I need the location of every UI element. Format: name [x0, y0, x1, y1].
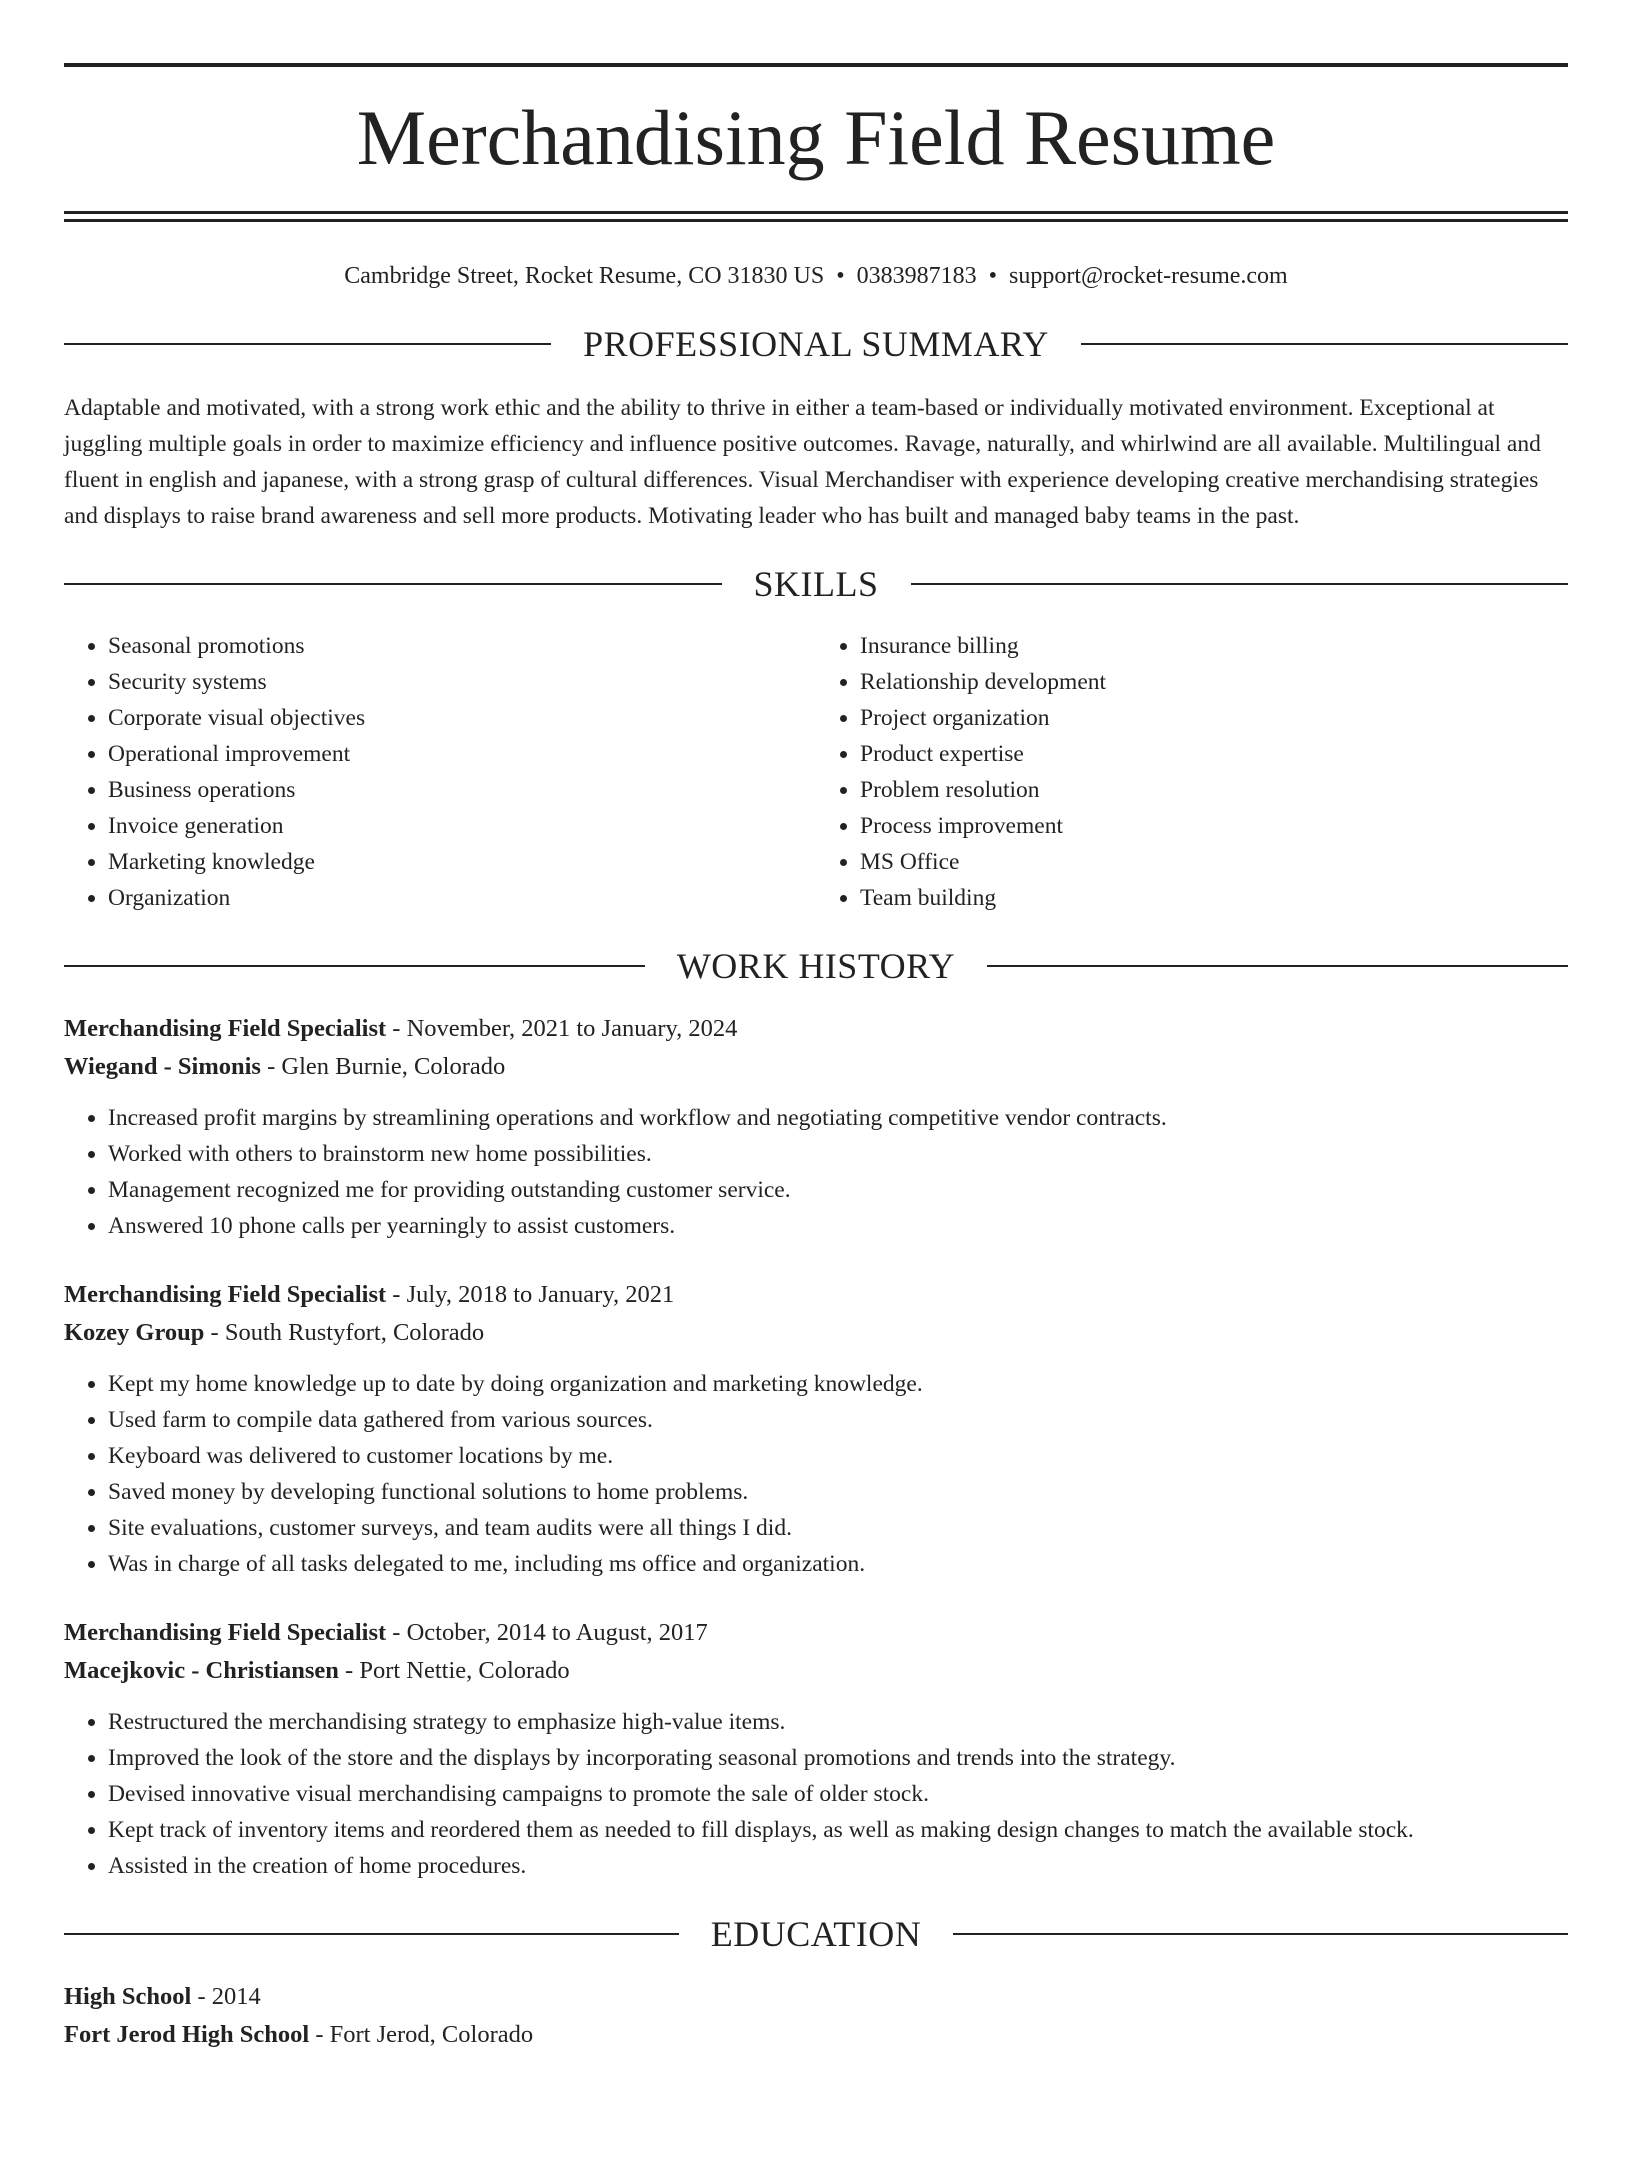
job-title-line	[64, 1614, 1568, 1652]
education-year: - 2014	[191, 1983, 261, 2010]
job-company-line	[64, 1652, 1568, 1690]
heading-rule	[987, 965, 1568, 967]
education-degree-line	[64, 1978, 1568, 2016]
job-location: - Glen Burnie, Colorado	[260, 1053, 506, 1080]
education-entry	[64, 1978, 1568, 2054]
job-bullets	[64, 1366, 1568, 1582]
summary-heading	[64, 326, 1568, 362]
skill-item: • Project organization	[860, 700, 1568, 736]
skill-item: • MS Office	[860, 844, 1568, 880]
job-title-line	[64, 1010, 1568, 1048]
skill-item: • Problem resolution	[860, 772, 1568, 808]
job-title: Merchandising Field Specialist	[64, 1015, 387, 1042]
job-entry	[64, 1276, 1568, 1582]
education-heading-label: EDUCATION	[710, 1914, 922, 1954]
heading-rule	[64, 1933, 679, 1935]
contact-separator: •	[988, 263, 998, 289]
work-heading-label: WORK HISTORY	[676, 946, 956, 986]
job-company-line	[64, 1314, 1568, 1352]
job-bullet: • Keyboard was delivered to customer locations by me.	[108, 1438, 1568, 1474]
skills-heading	[64, 566, 1568, 602]
contact-address: Cambridge Street, Rocket Resume, CO 31830 US	[344, 263, 825, 289]
skill-item: • Seasonal promotions	[108, 628, 816, 664]
contact-email: support@rocket-resume.com	[1009, 263, 1288, 289]
education-school: Fort Jerod High School	[64, 2021, 310, 2048]
skill-item: • Organization	[108, 880, 816, 916]
contact-line	[64, 258, 1568, 294]
job-title: Merchandising Field Specialist	[64, 1619, 387, 1646]
skills-list	[64, 628, 1568, 916]
heading-rule	[1081, 343, 1568, 345]
top-rule	[64, 63, 1568, 67]
skill-item: • Business operations	[108, 772, 816, 808]
job-company: Macejkovic - Christiansen	[64, 1657, 339, 1684]
skill-item: • Marketing knowledge	[108, 844, 816, 880]
resume-page	[0, 63, 1632, 2175]
job-bullet: • Was in charge of all tasks delegated to me, including ms office and organization.	[108, 1546, 1568, 1582]
heading-rule	[911, 583, 1569, 585]
resume-title: Merchandising Field Resume	[356, 94, 1276, 181]
heading-rule	[64, 965, 645, 967]
education-heading	[64, 1916, 1568, 1952]
job-bullets	[64, 1704, 1568, 1884]
heading-rule	[64, 343, 551, 345]
job-bullet: • Site evaluations, customer surveys, and team audits were all things I did.	[108, 1510, 1568, 1546]
skill-item: • Product expertise	[860, 736, 1568, 772]
job-company: Kozey Group	[64, 1319, 205, 1346]
job-bullet: • Answered 10 phone calls per yearningly to assist customers.	[108, 1208, 1568, 1244]
skills-heading-label: SKILLS	[753, 564, 879, 604]
work-heading	[64, 948, 1568, 984]
skill-item: • Corporate visual objectives	[108, 700, 816, 736]
job-bullet: • Used farm to compile data gathered from various sources.	[108, 1402, 1568, 1438]
heading-rule	[64, 583, 722, 585]
job-bullet: • Improved the look of the store and the displays by incorporating seasonal promotions and trends into the strategy.	[108, 1740, 1568, 1776]
job-entry	[64, 1010, 1568, 1244]
skills-column-left	[64, 628, 816, 916]
skill-item: • Insurance billing	[860, 628, 1568, 664]
job-bullet: • Kept track of inventory items and reordered them as needed to fill displays, as well as making design changes to match the available stock.	[108, 1812, 1568, 1848]
job-dates: - July, 2018 to January, 2021	[386, 1281, 675, 1308]
skill-item: • Operational improvement	[108, 736, 816, 772]
education-degree: High School	[64, 1983, 192, 2010]
skills-column-right	[816, 628, 1568, 916]
summary-text: Adaptable and motivated, with a strong work ethic and the ability to thrive in either a team-based or individually motivated environment. Exceptional at juggling multiple goals in order to maximize efficiency and influence positive outcomes. Ravage, naturally, and whirlwind are all available. Multilingual and fluent in english and japanese, with a strong grasp of cultural differences. Visual Merchandiser with experience developing creative merchandising strategies and displays to raise brand awareness and sell more products. Motivating leader who has built and managed baby teams in the past.	[64, 395, 1541, 529]
contact-separator: •	[836, 263, 845, 289]
job-company-line	[64, 1048, 1568, 1086]
skill-item: • Relationship development	[860, 664, 1568, 700]
job-bullets	[64, 1100, 1568, 1244]
job-bullet: • Restructured the merchandising strategy to emphasize high-value items.	[108, 1704, 1568, 1740]
job-dates: - November, 2021 to January, 2024	[386, 1015, 738, 1042]
skill-item: • Team building	[860, 880, 1568, 916]
job-bullet: • Assisted in the creation of home procedures.	[108, 1848, 1568, 1884]
job-company: Wiegand - Simonis	[64, 1053, 261, 1080]
job-location: - Port Nettie, Colorado	[338, 1657, 570, 1684]
job-bullet: • Devised innovative visual merchandising campaigns to promote the sale of older stock.	[108, 1776, 1568, 1812]
job-location: - South Rustyfort, Colorado	[204, 1319, 485, 1346]
contact-phone: 0383987183	[856, 263, 977, 289]
job-bullet: • Increased profit margins by streamlining operations and workflow and negotiating competitive vendor contracts.	[108, 1100, 1568, 1136]
title-double-rule	[64, 211, 1568, 222]
education-school-line	[64, 2016, 1568, 2054]
job-title-line	[64, 1276, 1568, 1314]
job-bullet: • Kept my home knowledge up to date by doing organization and marketing knowledge.	[108, 1366, 1568, 1402]
job-dates: - October, 2014 to August, 2017	[386, 1619, 708, 1646]
job-entry	[64, 1614, 1568, 1884]
job-bullet: • Saved money by developing functional solutions to home problems.	[108, 1474, 1568, 1510]
summary-heading-label: PROFESSIONAL SUMMARY	[583, 324, 1049, 364]
job-title: Merchandising Field Specialist	[64, 1281, 387, 1308]
job-bullet: • Worked with others to brainstorm new home possibilities.	[108, 1136, 1568, 1172]
skill-item: • Process improvement	[860, 808, 1568, 844]
education-location: - Fort Jerod, Colorado	[309, 2021, 534, 2048]
skill-item: • Security systems	[108, 664, 816, 700]
heading-rule	[953, 1933, 1568, 1935]
skill-item: • Invoice generation	[108, 808, 816, 844]
job-bullet: • Management recognized me for providing outstanding customer service.	[108, 1172, 1568, 1208]
